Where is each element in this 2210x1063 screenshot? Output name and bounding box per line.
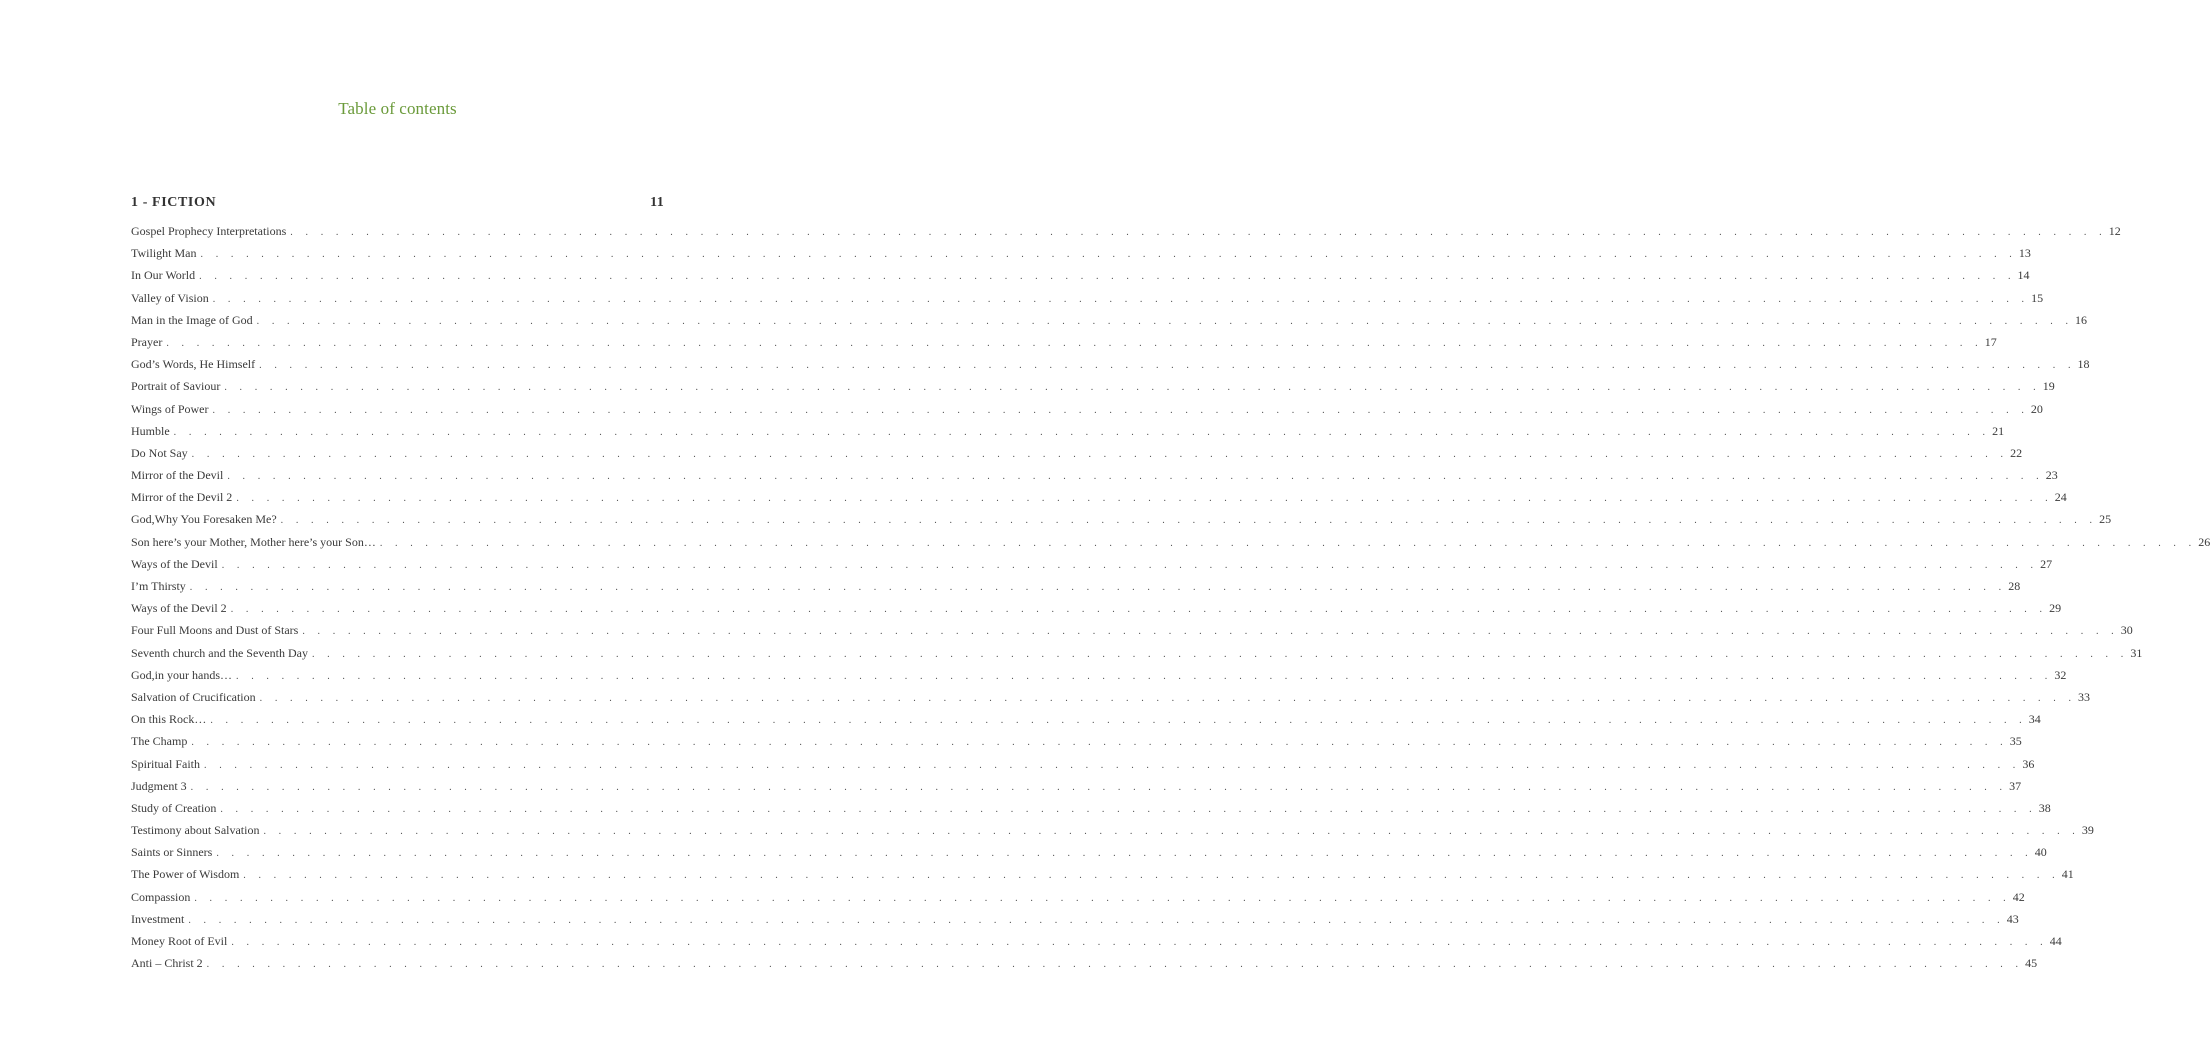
dot-leader: . . . . . . . . . . . . . . . . . . . . . . . . . . . . . . . . . . . . . . . . . . . . . . . . . . . . . . . . . . . . . . . . . . . . . . . . . . . . . . . . . . . . . . . . . . . . . . . . . . . . . . . . . . . . . . . . . . . . . . . . <box>221 559 2039 571</box>
toc-entry[interactable] <box>131 667 2067 690</box>
toc-entry-title: On this Rock… <box>131 712 207 727</box>
toc-entry-page-number: 40 <box>2034 845 2047 860</box>
toc-entry-title: Spiritual Faith <box>131 756 200 771</box>
toc-entry[interactable] <box>131 889 2025 912</box>
dot-leader: . . . . . . . . . . . . . . . . . . . . . . . . . . . . . . . . . . . . . . . . . . . . . . . . . . . . . . . . . . . . . . . . . . . . . . . . . . . . . . . . . . . . . . . . . . . . . . . . . . . . . . . . . . . . . . . . . . . . . . . . <box>311 648 2129 660</box>
toc-entry-page-number: 26 <box>2198 534 2210 549</box>
toc-entry[interactable] <box>131 867 2074 889</box>
dot-leader: . . . . . . . . . . . . . . . . . . . . . . . . . . . . . . . . . . . . . . . . . . . . . . . . . . . . . . . . . . . . . . . . . . . . . . . . . . . . . . . . . . . . . . . . . . . . . . . . . . . . . . . . . . . . . . . . . . . . . . . . <box>263 826 2080 838</box>
toc-entry[interactable] <box>131 756 2035 779</box>
toc-entry-page-number: 42 <box>2012 889 2025 904</box>
dot-leader: . . . . . . . . . . . . . . . . . . . . . . . . . . . . . . . . . . . . . . . . . . . . . . . . . . . . . . . . . . . . . . . . . . . . . . . . . . . . . . . . . . . . . . . . . . . . . . . . . . . . . . . . . . . . . . . . . . . . . . . . <box>243 870 2060 882</box>
toc-entry-page-number: 25 <box>2099 512 2112 527</box>
toc-entry-page-number: 34 <box>2028 712 2041 727</box>
toc-entry-page-number: 16 <box>2075 312 2088 327</box>
dot-leader: . . . . . . . . . . . . . . . . . . . . . . . . . . . . . . . . . . . . . . . . . . . . . . . . . . . . . . . . . . . . . . . . . . . . . . . . . . . . . . . . . . . . . . . . . . . . . . . . . . . . . . . . . . . . . . . . . . . . . . . . <box>236 493 2053 505</box>
dot-leader: . . . . . . . . . . . . . . . . . . . . . . . . . . . . . . . . . . . . . . . . . . . . . . . . . . . . . . . . . . . . . . . . . . . . . . . . . . . . . . . . . . . . . . . . . . . . . . . . . . . . . . . . . . . . . . . . . . . . . . . . <box>204 759 2021 771</box>
toc-entry-title: Salvation of Crucification <box>131 689 256 704</box>
toc-entry-title: Money Root of Evil <box>131 934 228 948</box>
toc-entry-page-number: 33 <box>2078 689 2091 704</box>
dot-leader: . . . . . . . . . . . . . . . . . . . . . . . . . . . . . . . . . . . . . . . . . . . . . . . . . . . . . . . . . . . . . . . . . . . . . . . . . . . . . . . . . . . . . . . . . . . . . . . . . . . . . . . . . . . . . . . . . . . . . . . . <box>188 914 2005 926</box>
toc-entry-page-number: 23 <box>2045 468 2058 483</box>
toc-entry-page-number: 22 <box>2010 445 2023 460</box>
toc-entry-title: Four Full Moons and Dust of Stars <box>131 623 299 638</box>
toc-entry-page-number: 13 <box>2018 246 2031 261</box>
toc-entry-title: Seventh church and the Seventh Day <box>131 645 308 660</box>
dot-leader: . . . . . . . . . . . . . . . . . . . . . . . . . . . . . . . . . . . . . . . . . . . . . . . . . . . . . . . . . . . . . . . . . . . . . . . . . . . . . . . . . . . . . . . . . . . . . . . . . . . . . . . . . . . . . . . . . . . . . . . . <box>230 604 2048 616</box>
toc-entry-title: Prayer <box>131 334 163 349</box>
section-heading[interactable] <box>131 195 664 215</box>
toc-entry-page-number: 15 <box>2031 290 2044 305</box>
toc-entry-title: Twilight Man <box>131 246 197 261</box>
toc-entry-page-number: 29 <box>2049 601 2062 616</box>
toc-entry-title: Saints or Sinners <box>131 845 213 860</box>
toc-entry-page-number: 37 <box>2009 778 2022 793</box>
toc-entry-title: Ways of the Devil <box>131 556 218 571</box>
toc-entry[interactable] <box>131 556 2053 579</box>
toc-entry-page-number: 30 <box>2120 623 2133 638</box>
dot-leader: . . . . . . . . . . . . . . . . . . . . . . . . . . . . . . . . . . . . . . . . . . . . . . . . . . . . . . . . . . . . . . . . . . . . . . . . . . . . . . . . . . . . . . . . . . . . . . . . . . . . . . . . . . . . . . . . . . . . . . . . <box>173 426 1991 438</box>
toc-entry-title: Wings of Power <box>131 401 209 416</box>
dot-leader: . . . . . . . . . . . . . . . . . . . . . . . . . . . . . . . . . . . . . . . . . . . . . . . . . . . . . . . . . . . . . . . . . . . . . . . . . . . . . . . . . . . . . . . . . . . . . . . . . . . . . . . . . . . . . . . . . . . . . . . . <box>199 271 2016 283</box>
toc-entry-page-number: 39 <box>2081 823 2094 838</box>
toc-entry[interactable] <box>131 290 2044 313</box>
toc-entry-title: Portrait of Saviour <box>131 379 221 394</box>
toc-entry-title: Humble <box>131 423 170 438</box>
toc-entry-page-number: 24 <box>2054 490 2067 505</box>
toc-entry-title: The Champ <box>131 734 188 749</box>
toc-entry[interactable] <box>131 401 2043 424</box>
toc-entry-page-number: 20 <box>2030 401 2043 416</box>
toc-entry[interactable] <box>131 845 2047 867</box>
toc-entry[interactable] <box>131 468 2058 490</box>
dot-leader: . . . . . . . . . . . . . . . . . . . . . . . . . . . . . . . . . . . . . . . . . . . . . . . . . . . . . . . . . . . . . . . . . . . . . . . . . . . . . . . . . . . . . . . . . . . . . . . . . . . . . . . . . . . . . . . . . . . . . . . . <box>194 892 2011 904</box>
toc-entry-page-number: 43 <box>2006 911 2019 926</box>
toc-entry-page-number: 44 <box>2049 934 2062 948</box>
dot-leader: . . . . . . . . . . . . . . . . . . . . . . . . . . . . . . . . . . . . . . . . . . . . . . . . . . . . . . . . . . . . . . . . . . . . . . . . . . . . . . . . . . . . . . . . . . . . . . . . . . . . . . . . . . . . . . . . . . . . . . . . <box>259 360 2076 372</box>
dot-leader: . . . . . . . . . . . . . . . . . . . . . . . . . . . . . . . . . . . . . . . . . . . . . . . . . . . . . . . . . . . . . . . . . . . . . . . . . . . . . . . . . . . . . . . . . . . . . . . . . . . . . . . . . . . . . . . . . . . . . . . . <box>227 471 2044 483</box>
toc-entry[interactable] <box>131 334 1997 357</box>
toc-entry-title: Do Not Say <box>131 445 188 460</box>
toc-entry-page-number: 21 <box>1992 423 2005 438</box>
toc-entry[interactable] <box>131 246 2031 268</box>
dot-leader: . . . . . . . . . . . . . . . . . . . . . . . . . . . . . . . . . . . . . . . . . . . . . . . . . . . . . . . . . . . . . . . . . . . . . . . . . . . . . . . . . . . . . . . . . . . . . . . . . . . . . . . . . . . . . . . . . . . . . . . . <box>212 404 2029 416</box>
toc-entry[interactable] <box>131 823 2094 845</box>
dot-leader: . . . . . . . . . . . . . . . . . . . . . . . . . . . . . . . . . . . . . . . . . . . . . . . . . . . . . . . . . . . . . . . . . . . . . . . . . . . . . . . . . . . . . . . . . . . . . . . . . . . . . . . . . . . . . . . . . . . . . . . . <box>210 715 2027 727</box>
section-page-number: 11 <box>650 195 664 210</box>
toc-entry-title: Man in the Image of God <box>131 312 253 327</box>
dot-leader: . . . . . . . . . . . . . . . . . . . . . . . . . . . . . . . . . . . . . . . . . . . . . . . . . . . . . . . . . . . . . . . . . . . . . . . . . . . . . . . . . . . . . . . . . . . . . . . . . . . . . . . . . . . . . . . . . . . . . . . . <box>231 937 2048 948</box>
dot-leader: . . . . . . . . . . . . . . . . . . . . . . . . . . . . . . . . . . . . . . . . . . . . . . . . . . . . . . . . . . . . . . . . . . . . . . . . . . . . . . . . . . . . . . . . . . . . . . . . . . . . . . . . . . . . . . . . . . . . . . . . <box>236 670 2053 682</box>
toc-entry-title: Son here’s your Mother, Mother here’s your Son… <box>131 534 376 549</box>
toc-entry-page-number: 12 <box>2108 224 2121 238</box>
toc-entry-page-number: 31 <box>2130 645 2143 660</box>
dot-leader: . . . . . . . . . . . . . . . . . . . . . . . . . . . . . . . . . . . . . . . . . . . . . . . . . . . . . . . . . . . . . . . . . . . . . . . . . . . . . . . . . . . . . . . . . . . . . . . . . . . . . . . . . . . . . . . . . . . . . . . . <box>379 537 2197 549</box>
toc-entry[interactable] <box>131 911 2019 934</box>
toc-entry[interactable] <box>131 934 2062 956</box>
toc-entry-title: Anti – Christ 2 <box>131 956 203 971</box>
toc-entry[interactable] <box>131 490 2067 512</box>
toc-entry-title: Compassion <box>131 889 191 904</box>
toc-entry-page-number: 35 <box>2009 734 2022 749</box>
toc-entry[interactable] <box>131 601 2062 623</box>
dot-leader: . . . . . . . . . . . . . . . . . . . . . . . . . . . . . . . . . . . . . . . . . . . . . . . . . . . . . . . . . . . . . . . . . . . . . . . . . . . . . . . . . . . . . . . . . . . . . . . . . . . . . . . . . . . . . . . . . . . . . . . . <box>220 803 2037 815</box>
toc-entry[interactable] <box>131 712 2041 734</box>
toc-entry[interactable] <box>131 224 2121 246</box>
toc-entry-title: I’m Thirsty <box>131 579 186 593</box>
dot-leader: . . . . . . . . . . . . . . . . . . . . . . . . . . . . . . . . . . . . . . . . . . . . . . . . . . . . . . . . . . . . . . . . . . . . . . . . . . . . . . . . . . . . . . . . . . . . . . . . . . . . . . . . . . . . . . . . . . . . . . . . <box>200 249 2017 261</box>
toc-entry[interactable] <box>131 689 2091 712</box>
toc-entry-title: Valley of Vision <box>131 290 209 305</box>
toc-entry-page-number: 41 <box>2061 867 2074 882</box>
page-title: Table of contents <box>338 99 457 118</box>
toc-entry-title: Mirror of the Devil <box>131 468 224 483</box>
toc-entry[interactable] <box>131 423 2005 446</box>
toc-entry-page-number: 32 <box>2054 667 2067 682</box>
toc-entry[interactable] <box>131 357 2090 379</box>
dot-leader: . . . . . . . . . . . . . . . . . . . . . . . . . . . . . . . . . . . . . . . . . . . . . . . . . . . . . . . . . . . . . . . . . . . . . . . . . . . . . . . . . . . . . . . . . . . . . . . . . . . . . . . . . . . . . . . . . . . . . . . . <box>190 781 2008 793</box>
toc-entry-page-number: 17 <box>1984 334 1997 349</box>
toc-entry[interactable] <box>131 956 2038 978</box>
dot-leader: . . . . . . . . . . . . . . . . . . . . . . . . . . . . . . . . . . . . . . . . . . . . . . . . . . . . . . . . . . . . . . . . . . . . . . . . . . . . . . . . . . . . . . . . . . . . . . . . . . . . . . . . . . . . . . . . . . . . . . . . <box>302 626 2119 638</box>
dot-leader: . . . . . . . . . . . . . . . . . . . . . . . . . . . . . . . . . . . . . . . . . . . . . . . . . . . . . . . . . . . . . . . . . . . . . . . . . . . . . . . . . . . . . . . . . . . . . . . . . . . . . . . . . . . . . . . . . . . . . . . . <box>191 737 2008 749</box>
toc-entry-page-number: 27 <box>2040 556 2053 571</box>
dot-leader: . . . . . . . . . . . . . . . . . . . . . . . . . . . . . . . . . . . . . . . . . . . . . . . . . . . . . . . . . . . . . . . . . . . . . . . . . . . . . . . . . . . . . . . . . . . . . . . . . . . . . . . . . . . . . . . . . . . . . . . . <box>256 315 2074 327</box>
toc-entry[interactable] <box>131 645 2143 668</box>
dot-leader: . . . . . . . . . . . . . . . . . . . . . . . . . . . . . . . . . . . . . . . . . . . . . . . . . . . . . . . . . . . . . . . . . . . . . . . . . . . . . . . . . . . . . . . . . . . . . . . . . . . . . . . . . . . . . . . . . . . . . . . . <box>206 959 2024 971</box>
toc-entry-title: Study of Creation <box>131 800 217 815</box>
toc-entry-title: God,in your hands… <box>131 667 232 682</box>
toc-list <box>131 224 2210 978</box>
toc-entry-title: Mirror of the Devil 2 <box>131 490 233 505</box>
dot-leader: . . . . . . . . . . . . . . . . . . . . . . . . . . . . . . . . . . . . . . . . . . . . . . . . . . . . . . . . . . . . . . . . . . . . . . . . . . . . . . . . . . . . . . . . . . . . . . . . . . . . . . . . . . . . . . . . . . . . . . . . <box>191 448 2009 460</box>
toc-entry-title: Judgment 3 <box>131 778 187 793</box>
toc-entry[interactable] <box>131 445 2023 468</box>
dot-leader: . . . . . . . . . . . . . . . . . . . . . . . . . . . . . . . . . . . . . . . . . . . . . . . . . . . . . . . . . . . . . . . . . . . . . . . . . . . . . . . . . . . . . . . . . . . . . . . . . . . . . . . . . . . . . . . . . . . . . . . . <box>212 293 2030 305</box>
toc-entry[interactable] <box>131 312 2088 335</box>
toc-entry-page-number: 38 <box>2038 800 2051 815</box>
toc-entry-title: Testimony about Salvation <box>131 823 260 838</box>
toc-entry-title: Gospel Prophecy Interpretations <box>131 224 287 238</box>
toc-entry-title: Ways of the Devil 2 <box>131 601 227 616</box>
toc-entry[interactable] <box>131 534 2210 557</box>
toc-entry-page-number: 14 <box>2017 268 2030 283</box>
toc-entry[interactable] <box>131 778 2022 801</box>
toc-entry-page-number: 19 <box>2042 379 2055 394</box>
toc-entry-title: Investment <box>131 911 185 926</box>
dot-leader: . . . . . . . . . . . . . . . . . . . . . . . . . . . . . . . . . . . . . . . . . . . . . . . . . . . . . . . . . . . . . . . . . . . . . . . . . . . . . . . . . . . . . . . . . . . . . . . . . . . . . . . . . . . . . . . . . . . . . . . . <box>166 337 1983 349</box>
dot-leader: . . . . . . . . . . . . . . . . . . . . . . . . . . . . . . . . . . . . . . . . . . . . . . . . . . . . . . . . . . . . . . . . . . . . . . . . . . . . . . . . . . . . . . . . . . . . . . . . . . . . . . . . . . . . . . . . . . . . . . . . <box>189 582 2007 593</box>
toc-entry-page-number: 18 <box>2077 357 2090 372</box>
dot-leader: . . . . . . . . . . . . . . . . . . . . . . . . . . . . . . . . . . . . . . . . . . . . . . . . . . . . . . . . . . . . . . . . . . . . . . . . . . . . . . . . . . . . . . . . . . . . . . . . . . . . . . . . . . . . . . . . . . . . . . . . <box>280 515 2098 527</box>
toc-entry-page-number: 45 <box>2025 956 2038 971</box>
toc-entry-title: The Power of Wisdom <box>131 867 240 882</box>
dot-leader: . . . . . . . . . . . . . . . . . . . . . . . . . . . . . . . . . . . . . . . . . . . . . . . . . . . . . . . . . . . . . . . . . . . . . . . . . . . . . . . . . . . . . . . . . . . . . . . . . . . . . . . . . . . . . . . . . . . . . . . . <box>224 382 2041 394</box>
toc-entry[interactable] <box>131 268 2030 290</box>
dot-leader: . . . . . . . . . . . . . . . . . . . . . . . . . . . . . . . . . . . . . . . . . . . . . . . . . . . . . . . . . . . . . . . . . . . . . . . . . . . . . . . . . . . . . . . . . . . . . . . . . . . . . . . . . . . . . . . . . . . . . . . . <box>259 692 2077 704</box>
toc-entry-title: God,Why You Foresaken Me? <box>131 512 277 527</box>
toc-entry[interactable] <box>131 800 2051 823</box>
toc-entry[interactable] <box>131 379 2055 401</box>
toc-entry[interactable] <box>131 623 2133 645</box>
toc-entry-title: In Our World <box>131 268 196 283</box>
toc-entry-title: God’s Words, He Himself <box>131 357 256 372</box>
toc-entry[interactable] <box>131 512 2112 534</box>
toc-entry[interactable] <box>131 579 2021 601</box>
section-label: 1 - FICTION <box>131 195 217 210</box>
dot-leader: . . . . . . . . . . . . . . . . . . . . . . . . . . . . . . . . . . . . . . . . . . . . . . . . . . . . . . . . . . . . . . . . . . . . . . . . . . . . . . . . . . . . . . . . . . . . . . . . . . . . . . . . . . . . . . . . . . . . . . . . <box>290 227 2107 238</box>
toc-entry-page-number: 28 <box>2008 579 2021 593</box>
toc-entry-page-number: 36 <box>2022 756 2035 771</box>
toc-entry[interactable] <box>131 734 2022 756</box>
dot-leader: . . . . . . . . . . . . . . . . . . . . . . . . . . . . . . . . . . . . . . . . . . . . . . . . . . . . . . . . . . . . . . . . . . . . . . . . . . . . . . . . . . . . . . . . . . . . . . . . . . . . . . . . . . . . . . . . . . . . . . . . <box>216 848 2033 860</box>
